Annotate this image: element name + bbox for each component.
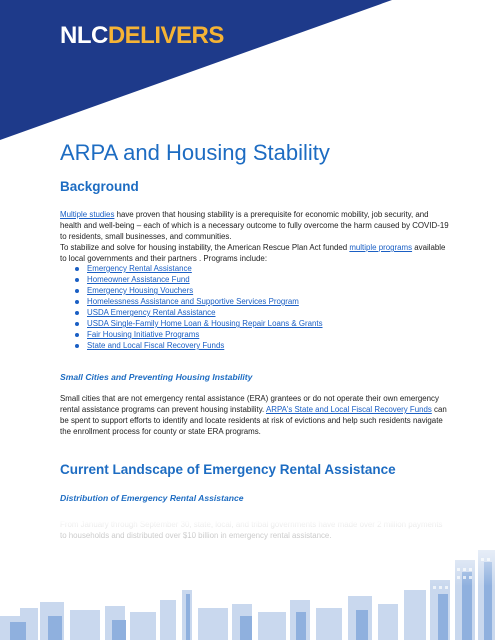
city-skyline-illustration <box>0 520 495 640</box>
small-cities-paragraph <box>60 393 450 437</box>
program-link[interactable]: State and Local Fiscal Recovery Funds <box>87 341 225 350</box>
fiscal-recovery-funds-link[interactable]: ARPA's State and Local Fiscal Recovery Funds <box>266 405 432 414</box>
bullet-icon <box>75 311 79 315</box>
program-link[interactable]: USDA Emergency Rental Assistance <box>87 308 216 317</box>
programs-list <box>60 263 323 351</box>
program-link[interactable]: Fair Housing Initiative Programs <box>87 330 200 339</box>
logo-nlc-text: NLC <box>60 22 108 49</box>
bullet-icon <box>75 344 79 348</box>
multiple-studies-link[interactable]: Multiple studies <box>60 210 115 219</box>
subheading-small-cities: Small Cities and Preventing Housing Instability <box>60 372 253 382</box>
program-link[interactable]: Emergency Housing Vouchers <box>87 286 194 295</box>
list-item <box>60 263 323 274</box>
list-item <box>60 329 323 340</box>
section-heading-landscape: Current Landscape of Emergency Rental Assistance <box>60 462 396 477</box>
background-text-2b: available to local governments and their partners . Programs include: <box>60 243 446 263</box>
program-link[interactable]: Emergency Rental Assistance <box>87 264 192 273</box>
page-title: ARPA and Housing Stability <box>60 140 330 165</box>
multiple-programs-link[interactable]: multiple programs <box>349 243 413 252</box>
list-item <box>60 340 323 351</box>
background-text-1: have proven that housing stability is a prerequisite for economic mobility, job security, and health and well-being – each of which is a necessary outcome to fully overcome the harm caused by COVID-19 to residents, small businesses, and communities. <box>60 210 449 241</box>
small-cities-text-1: Small cities that are not emergency rental assistance (ERA) grantees or do not operate their own emergency rental assistance programs can prevent housing instability. <box>60 394 439 414</box>
program-link[interactable]: Homeowner Assistance Fund <box>87 275 190 284</box>
subheading-distribution: Distribution of Emergency Rental Assistance <box>60 493 244 503</box>
nlc-delivers-logo <box>60 22 224 50</box>
list-item <box>60 307 323 318</box>
background-paragraph <box>60 209 450 264</box>
list-item <box>60 318 323 329</box>
header-banner <box>0 0 495 140</box>
program-link[interactable]: USDA Single-Family Home Loan & Housing Repair Loans & Grants <box>87 319 323 328</box>
section-heading-background: Background <box>60 179 139 194</box>
list-item <box>60 296 323 307</box>
background-text-2a: To stabilize and solve for housing instability, the American Rescue Plan Act funded <box>60 243 350 252</box>
list-item <box>60 274 323 285</box>
bullet-icon <box>75 267 79 271</box>
bullet-icon <box>75 300 79 304</box>
bullet-icon <box>75 322 79 326</box>
bullet-icon <box>75 278 79 282</box>
bullet-icon <box>75 333 79 337</box>
bullet-icon <box>75 289 79 293</box>
list-item <box>60 285 323 296</box>
small-cities-text-2: can be spent to support efforts to identify and locate residents at risk of evictions and help such residents navigate the enrollment process for county or state ERA programs. <box>60 405 447 436</box>
logo-delivers-text: DELIVERS <box>107 22 224 49</box>
program-link[interactable]: Homelessness Assistance and Supportive Services Program <box>87 297 299 306</box>
